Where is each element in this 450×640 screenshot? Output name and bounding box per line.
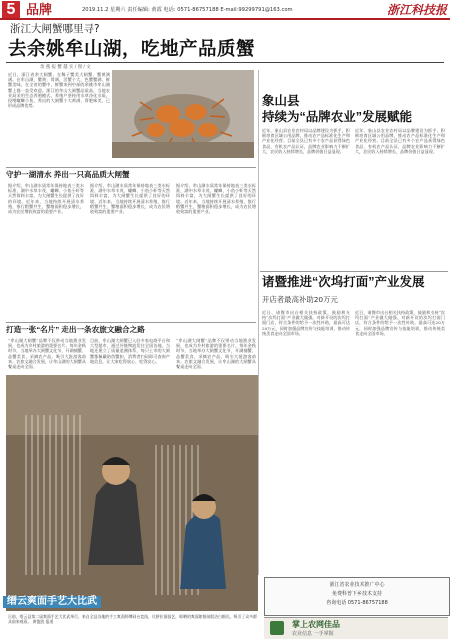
headline-rule (6, 62, 444, 63)
section-rule (6, 167, 256, 168)
article-byline: 余 燕 报 蟹 越 实 / 图 / 文 (40, 65, 91, 70)
article-body-col3: 据介绍，牟山湖水质常年保持地表三类水标准，湖中水草丰茂，螺蛳、小鱼小虾等天然饵料丰富，为大闸蟹生长提供了良好的环境。近年来，当地持续开展清水养殖，推行稻蟹共生，蟹塘面积稳步增长，成为农民增收致富的重要产业。 (176, 183, 256, 215)
subheading-1: 守护一湖清水 养出一只高品质大闸蟹 (6, 170, 130, 179)
ad-text: 浙江省农业技术推广中心 免费科普下乡技术支持 咨询电话 0571-86757188 (326, 582, 388, 606)
ad-banner-title: 掌上农网佳品 (292, 620, 340, 629)
article-kicker: 浙江大闸蟹哪里寻? (10, 23, 100, 35)
article-body-col2: 据介绍，牟山湖水质常年保持地表三类水标准，湖中水草丰茂，螺蛳、小鱼小虾等天然饵料丰富，为大闸蟹生长提供了良好的环境。近年来，当地持续开展清水养殖，推行稻蟹共生，蟹塘面积稳步增长，成为农民增收致富的重要产业。 (90, 183, 170, 215)
photo-caption: 缙云爽面手艺大比武 (3, 596, 101, 608)
side-article-body-2b: 近日，诸暨市出台相关扶持政策，鼓励和支持“次坞打面”产业做大做强。对新开设的次坞打面门店，符合条件的给予一次性补助，最高可达20万元，同时加强品牌宣传与技能培训，推动传统美食走向全国市场。 (355, 310, 445, 336)
section-title: 品牌 (26, 2, 53, 17)
header-rule (0, 18, 450, 20)
section-rule (6, 322, 256, 323)
noodle-photo (6, 375, 258, 611)
logo-icon (270, 621, 284, 635)
crab-photo (112, 70, 254, 158)
side-article-body-1b: 近年，象山县农业农村局以品牌建设为抓手，积极培育区域公用品牌，推动农产品标准化生产和产业化经营。目前全县已有多个农产品获得绿色食品、有机农产品认证，品牌农业影响力不断扩大，农民收入持续增长，品牌价值日益显现。 (355, 128, 445, 154)
ad-banner-subtitle: 农业信息 一手掌握 (292, 631, 334, 637)
issue-info: 2019.11.2 星期六 责任编辑: 黄霞 电话: 0571-86757188 E-mail:99299791@163.com (82, 7, 293, 13)
side-article-subtitle-2: 开店者最高补助20万元 (262, 295, 338, 304)
article-body-col5: 目前，牟山湖大闸蟹已入驻多家电商平台和大型超市，通过冷链物流发往全国各地。当地还建立了质量追溯体系，每只上市的大闸蟹都佩戴防伪蟹扣，消费者扫码即可查询产地信息，让大家吃得放心、吃得安心。 (90, 338, 170, 364)
column-divider (258, 70, 259, 575)
article-body-col4: “牟山湖大闸蟹”品牌不仅带动当地渔业发展，也成为乡村旅游的重要名片。每年金秋时节，当地举办大闸蟹文化节，开湖捕蟹、品蟹美食、采摘农产品，吸引大批游客前来。农旅文融合发展，让牟山湖的大闸蟹从餐桌走向全国。 (8, 338, 86, 370)
photo-description: 日前，缙云县第二届爽面手艺大比武举行，来自全县各地的手工爽面师傅同台竞技，比拼拉面技艺，晾晒的爽面如银丝般洁白细长，吸引了众多群众前来观看。 黄俊凯 报道 (8, 614, 257, 624)
subheading-2: 打造一张“名片” 走出一条农旅文融合之路 (6, 325, 145, 334)
side-article-title-2: 诸暨推进“次坞打面”产业发展 (262, 275, 425, 289)
side-article-body-1a: 近年，象山县农业农村局以品牌建设为抓手，积极培育区域公用品牌，推动农产品标准化生产和产业化经营。目前全县已有多个农产品获得绿色食品、有机农产品认证，品牌农业影响力不断扩大，农民收入持续增长，品牌价值日益显现。 (262, 128, 350, 154)
side-article-title-1: 象山县 持续为“品牌农业”发展赋能 (262, 94, 413, 124)
page-number: 5 (2, 1, 20, 19)
article-body-col6: “牟山湖大闸蟹”品牌不仅带动当地渔业发展，也成为乡村旅游的重要名片。每年金秋时节，当地举办大闸蟹文化节，开湖捕蟹、品蟹美食、采摘农产品，吸引大批游客前来。农旅文融合发展，让牟山湖的大闸蟹从餐桌走向全国。 (176, 338, 256, 370)
article-body-col1: 据介绍，牟山湖水质常年保持地表三类水标准，湖中水草丰茂，螺蛳、小鱼小虾等天然饵料丰富，为大闸蟹生长提供了良好的环境。近年来，当地持续开展清水养殖，推行稻蟹共生，蟹塘面积稳步增长，成为农民增收致富的重要产业。 (8, 183, 84, 215)
article-headline: 去余姚牟山湖，吃地产品质蟹 (8, 38, 256, 59)
side-article-body-2a: 近日，诸暨市出台相关扶持政策，鼓励和支持“次坞打面”产业做大做强。对新开设的次坞打面门店，符合条件的给予一次性补助，最高可达20万元，同时加强品牌宣传与技能培训，推动传统美食走向全国市场。 (262, 310, 350, 336)
advertisement-banner (264, 617, 448, 639)
section-rule (260, 271, 448, 272)
advertisement-box (264, 577, 450, 616)
article-body-intro: 近日，浙江省余大闸蟹，在稀子蟹美大闸蟹，蟹黄满满。在牟山湖，蟹黄、膏满，活蟹个大，色蟹蟹满。鲜蟹美味，在全省的蟹中，鲜蟹来到中部的余姚市牟山湖蟹上都一直受欢迎。浙江的牟山大闸蟹品质高。当地农业局采用生态养殖模式，养殖户坚持用水草净化水质，投喂螺蛳小鱼，养出的大闸蟹个大黄满、膏肥味美，已形成品牌优势。 (8, 72, 110, 109)
newspaper-brand: 浙江科技报 (386, 3, 447, 17)
